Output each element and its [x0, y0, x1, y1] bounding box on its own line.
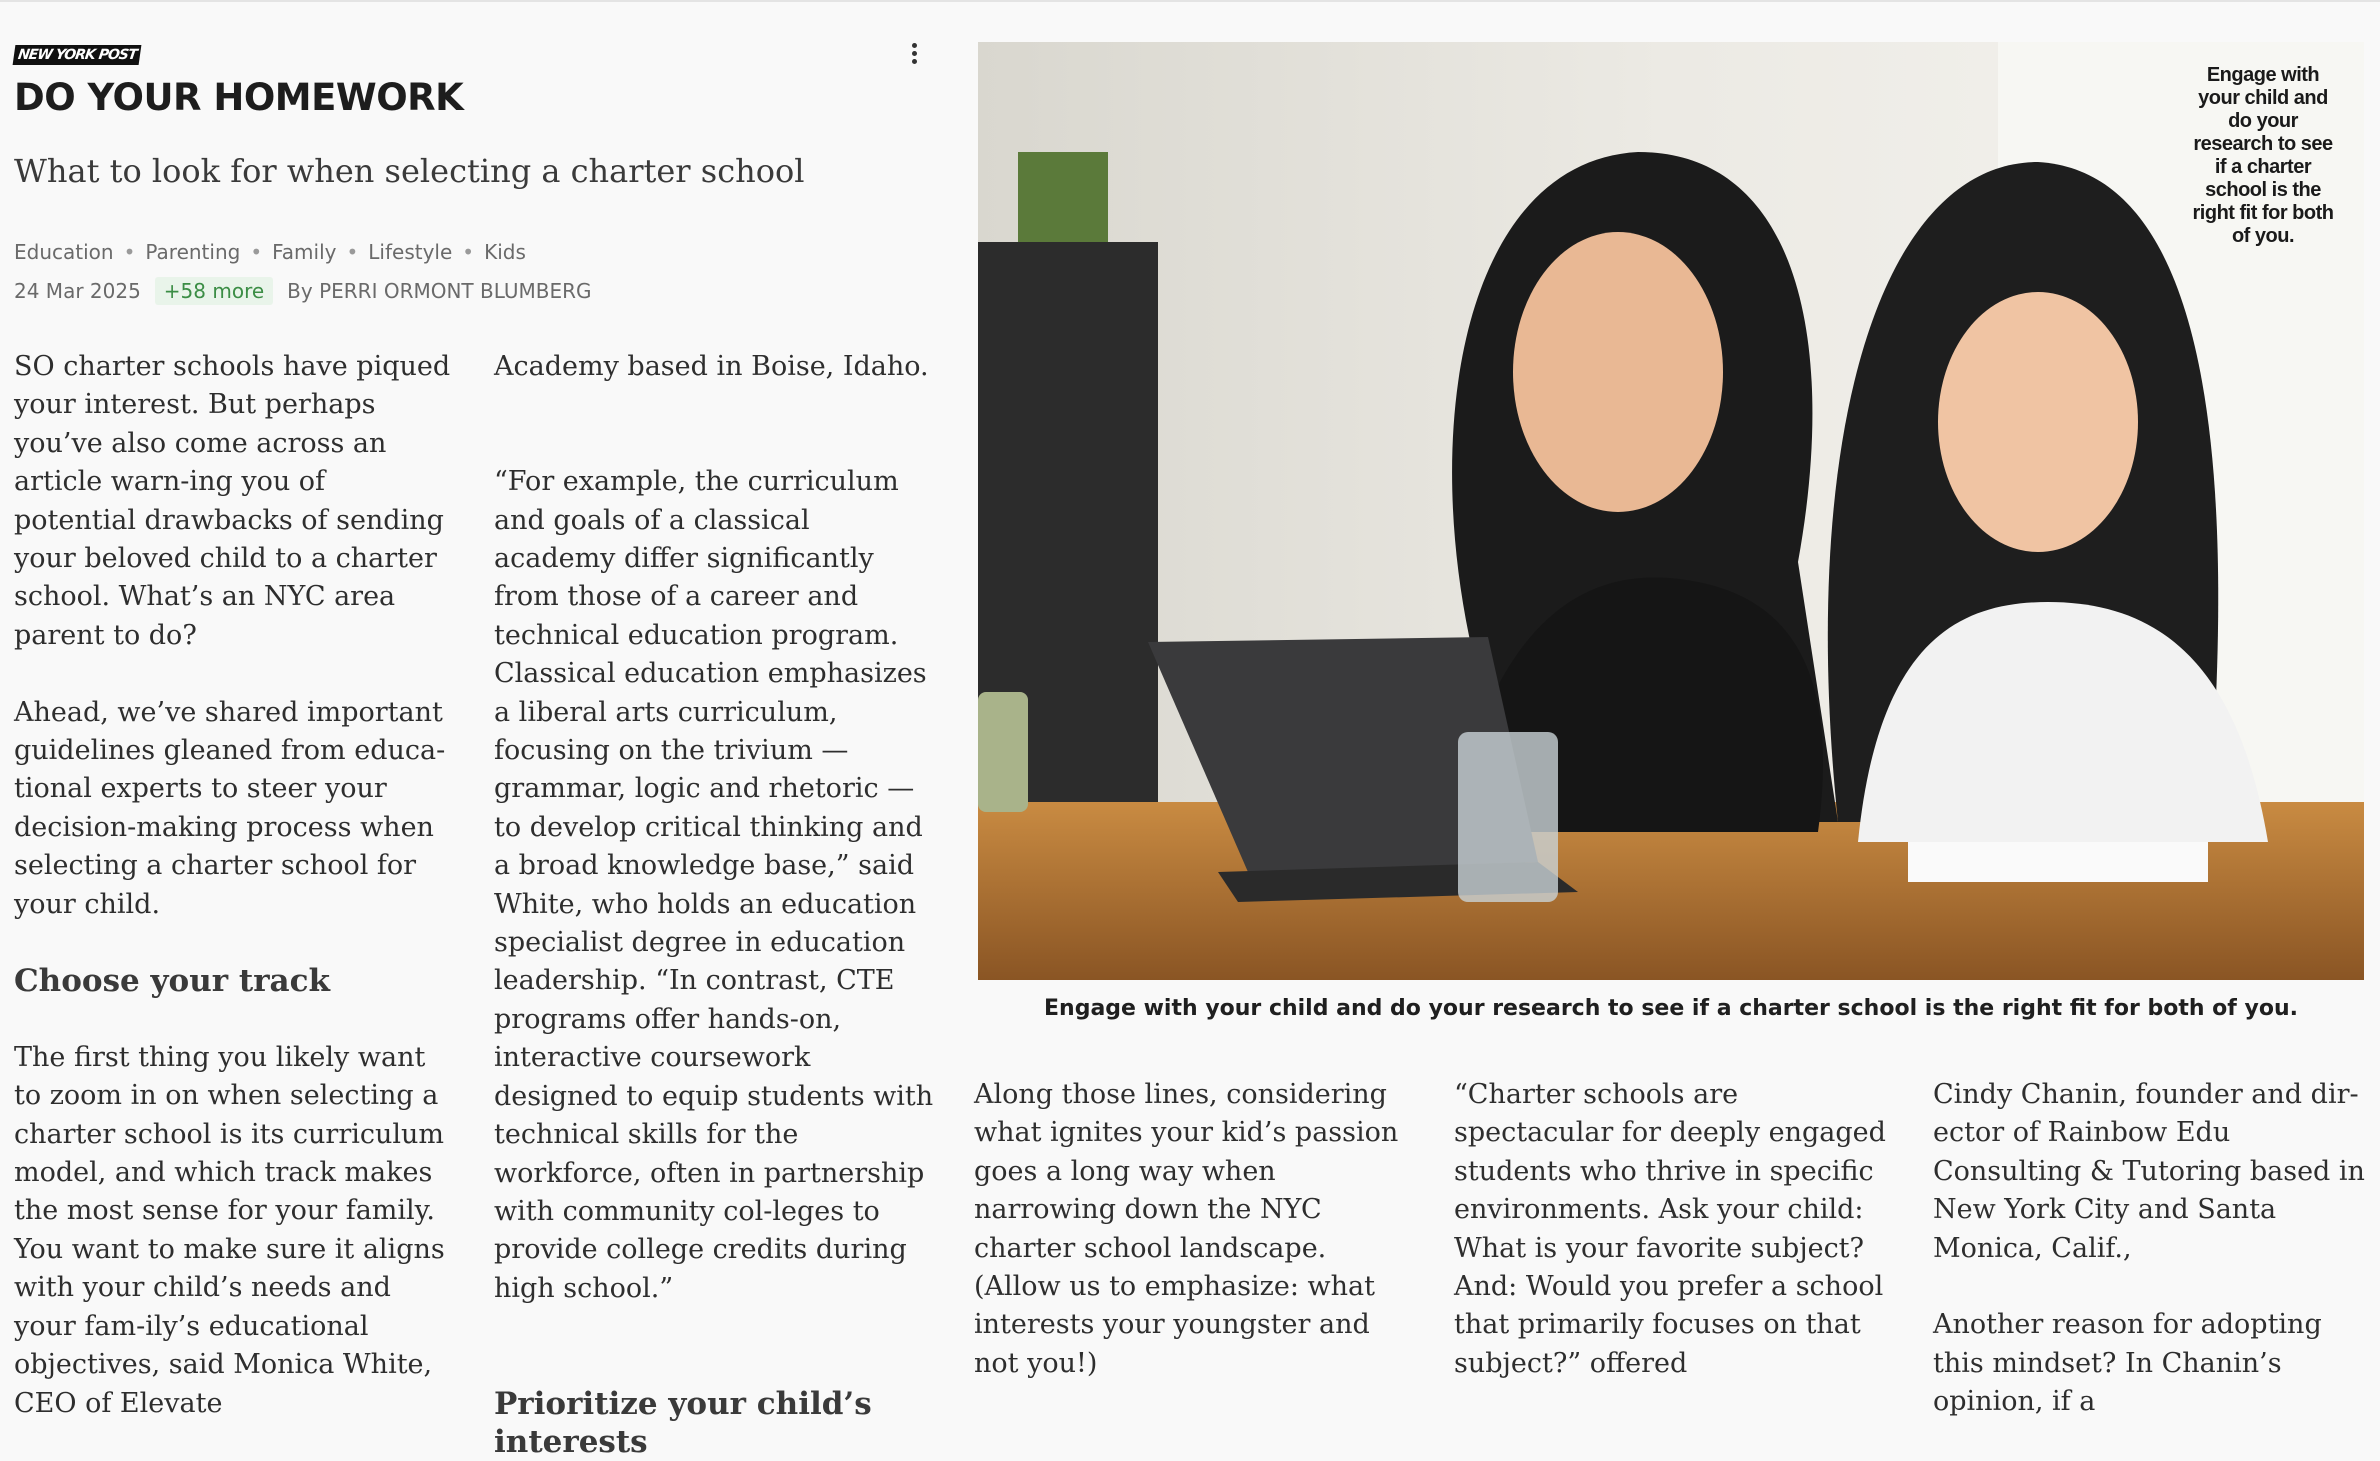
byline: By PERRI ORMONT BLUMBERG — [287, 279, 592, 303]
publish-date: 24 Mar 2025 — [14, 279, 141, 303]
tag-family[interactable]: Family — [272, 240, 337, 264]
tag-education[interactable]: Education — [14, 240, 114, 264]
tag-separator: • — [123, 240, 136, 264]
paragraph: Along those lines, considering what ignites your kid’s passion goes a long way when narrowing down the NYC charter school landscape. (Allow us to emphasize: what interests your youngster and not you!) — [974, 1079, 1399, 1379]
paragraph: Academy based in Boise, Idaho. — [494, 351, 929, 382]
tag-list — [14, 240, 526, 264]
article-meta — [14, 277, 592, 305]
tag-separator: • — [346, 240, 359, 264]
section-subhead: Prioritize your child’s interests — [494, 1385, 872, 1460]
more-options-icon[interactable] — [904, 40, 924, 70]
article-headline: DO YOUR HOMEWORK — [14, 76, 464, 119]
paragraph: The first thing you likely want to zoom in on when selecting a charter school is its curriculum model, and which track makes the most sense for your family. You want to make sure it aligns with your child’s needs and your fam-ily’s educational objectives, said Monica White, CEO of Elevate — [14, 1041, 445, 1419]
photo-caption: Engage with your child and do your research to see if a charter school is the right fit for both of you. — [1044, 996, 2298, 1021]
article-photo — [978, 42, 2364, 980]
photo-overlay-text: Engage with your child and do your research to see if a charter school is the right fit for both of you. — [2192, 64, 2334, 247]
more-publications-badge[interactable]: +58 more — [155, 277, 273, 305]
paragraph: SO charter schools have piqued your interest. But perhaps you’ve also come across an article warn-ing you of potential drawbacks of sending your beloved child to a charter school. What’s an NYC area parent to do? — [14, 351, 451, 651]
body-column-5 — [1933, 1076, 2373, 1422]
publication-logo: NEW YORK POST — [13, 45, 142, 65]
paragraph: Another reason for adopting this mindset? In Chanin’s opinion, if a — [1933, 1309, 2322, 1418]
paragraph: “For example, the curriculum and goals of a classical academy differ significantly from those of a career and technical education program. Classical education emphasizes a liberal arts curriculum, focusing on the trivium — grammar, logic and rhetoric — to develop critical thinking and a broad knowledge base,” said White, who holds an education specialist degree in education leadership. “In contrast, CTE programs offer hands-on, interactive coursework designed to equip students with technical skills for the workforce, often in partnership with community col-leges to provide college credits during high school.” — [494, 466, 934, 1304]
paragraph: Cindy Chanin, founder and dir-ector of Rainbow Edu Consulting & Tutoring based in New York City and Santa Monica, Calif., — [1933, 1079, 2365, 1264]
paragraph: Ahead, we’ve shared important guidelines gleaned from educa-tional experts to steer your decision-making process when selecting a charter school for your child. — [14, 696, 446, 920]
paragraph: “Charter schools are spectacular for deeply engaged students who thrive in specific environments. Ask your child: What is your favorite subject? And: Would you prefer a school that primarily focuses on that subject?” offered — [1454, 1079, 1886, 1379]
tag-separator: • — [462, 240, 475, 264]
body-column-4 — [1454, 1076, 1894, 1383]
tag-lifestyle[interactable]: Lifestyle — [368, 240, 453, 264]
tag-parenting[interactable]: Parenting — [145, 240, 241, 264]
tag-kids[interactable]: Kids — [484, 240, 526, 264]
body-column-2 — [494, 348, 934, 1461]
tag-separator: • — [250, 240, 263, 264]
body-column-1 — [14, 348, 454, 1423]
article-subheadline: What to look for when selecting a charter school — [14, 152, 805, 190]
top-divider — [0, 0, 2380, 2]
section-subhead: Choose your track — [14, 963, 330, 1000]
body-column-3 — [974, 1076, 1414, 1383]
